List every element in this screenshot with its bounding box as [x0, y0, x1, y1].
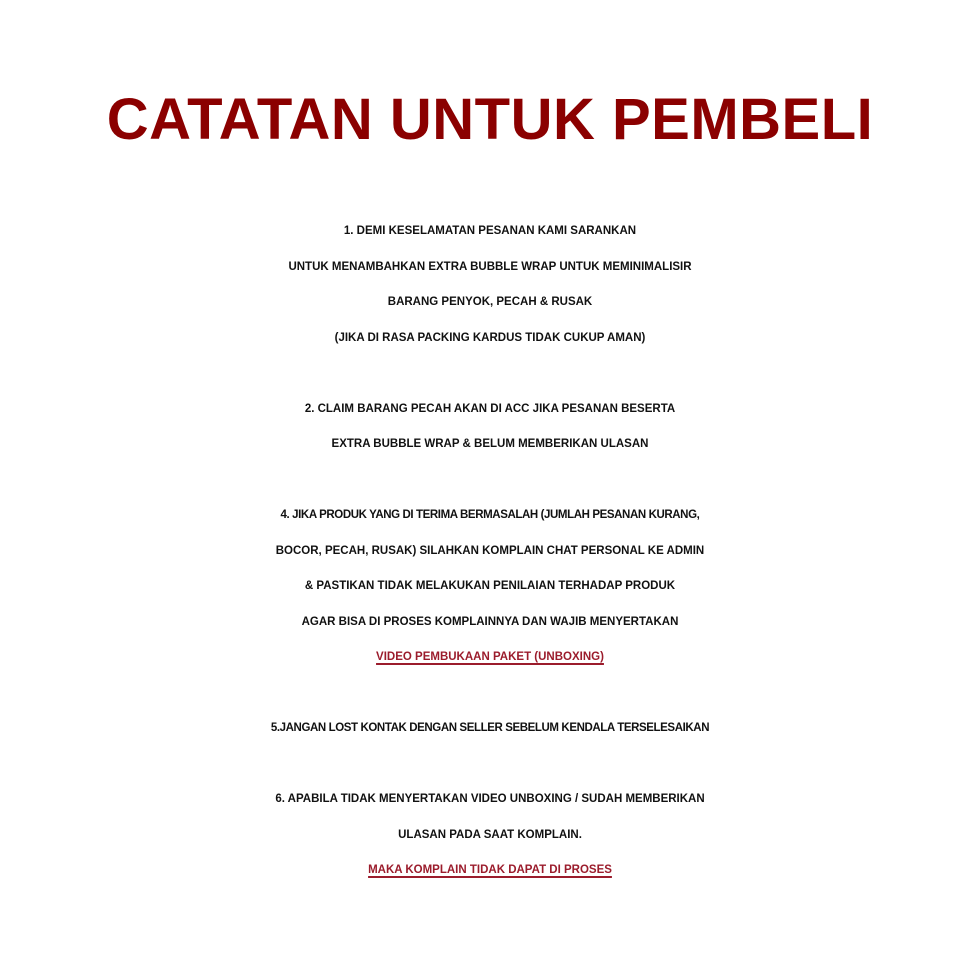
note-2	[0, 392, 980, 463]
note-1-line-1: 1. DEMI KESELAMATAN PESANAN KAMI SARANKAN	[343, 225, 637, 237]
note-1-line-4: (JIKA DI RASA PACKING KARDUS TIDAK CUKUP AMAN)	[334, 331, 646, 344]
page-title: CATATAN UNTUK PEMBELI	[106, 87, 874, 152]
note-5-line-1: 5.JANGAN LOST KONTAK DENGAN SELLER SEBELUM KENDALA TERSELESAIKAN	[270, 722, 710, 734]
note-5	[0, 711, 980, 747]
note-6-line-2: ULASAN PADA SAAT KOMPLAIN.	[398, 828, 582, 841]
note-6	[0, 782, 980, 889]
note-4-line-3: & PASTIKAN TIDAK MELAKUKAN PENILAIAN TERHADAP PRODUK	[304, 580, 676, 592]
unboxing-video-highlight: VIDEO PEMBUKAAN PAKET (UNBOXING)	[376, 651, 604, 663]
note-4-line-2: BOCOR, PECAH, RUSAK) SILAHKAN KOMPLAIN CHAT PERSONAL KE ADMIN	[275, 544, 705, 557]
note-4-line-1: 4. JIKA PRODUK YANG DI TERIMA BERMASALAH (JUMLAH PESANAN KURANG,	[280, 509, 700, 521]
note-4	[0, 498, 980, 676]
note-6-line-1: 6. APABILA TIDAK MENYERTAKAN VIDEO UNBOXING / SUDAH MEMBERIKAN	[275, 793, 705, 805]
note-1	[0, 214, 980, 356]
notes-list	[0, 214, 980, 924]
note-4-line-4: AGAR BISA DI PROSES KOMPLAINNYA DAN WAJIB MENYERTAKAN	[301, 615, 679, 628]
note-1-line-3: BARANG PENYOK, PECAH & RUSAK	[387, 296, 593, 308]
complaint-rejected-highlight: MAKA KOMPLAIN TIDAK DAPAT DI PROSES	[368, 864, 612, 876]
note-2-line-1: 2. CLAIM BARANG PECAH AKAN DI ACC JIKA PESANAN BESERTA	[304, 402, 676, 415]
note-1-line-2: UNTUK MENAMBAHKAN EXTRA BUBBLE WRAP UNTUK MEMINIMALISIR	[288, 260, 692, 273]
note-2-line-2: EXTRA BUBBLE WRAP & BELUM MEMBERIKAN ULASAN	[331, 438, 649, 450]
